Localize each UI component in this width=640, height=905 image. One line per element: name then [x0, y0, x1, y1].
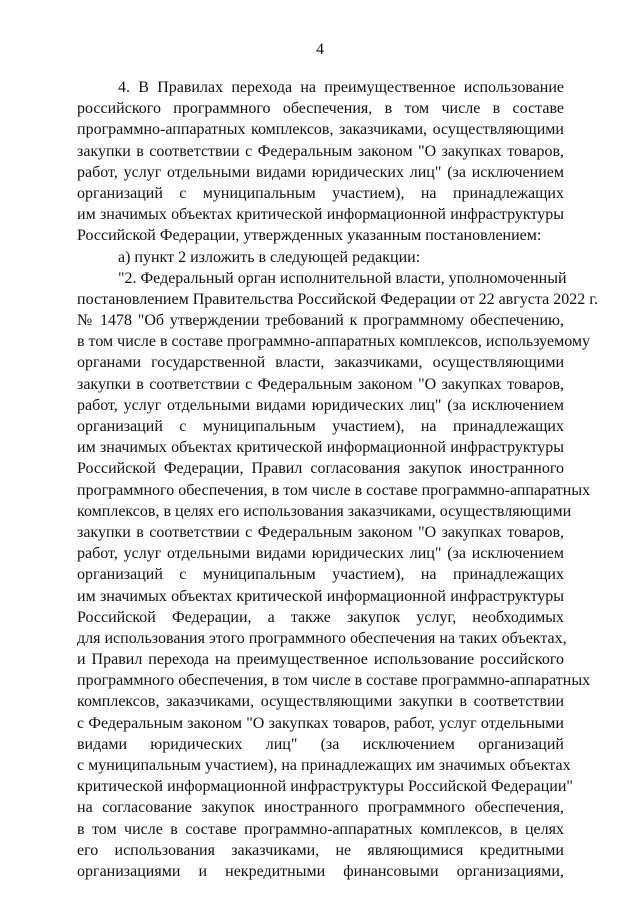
text-line: в том числе в составе программно-аппаратных комплексов, используемому: [77, 333, 591, 351]
document-body: [77, 77, 598, 882]
paragraph: [77, 268, 598, 882]
text-line: для использования этого программного обеспечения на таких объектах,: [77, 629, 567, 647]
text-line: программного обеспечения, в том числе в составе программно-аппаратных: [77, 672, 591, 690]
text-line: российского программного обеспечения, в том числе в составе: [77, 100, 564, 118]
text-line: 4. В Правилах перехода на преимущественное использование: [118, 79, 564, 96]
text-line: видами юридических лиц" (за исключением организаций: [77, 735, 564, 753]
text-line: закупки в соответствии с Федеральным законом "О закупках товаров,: [77, 523, 564, 541]
text-line: и Правил перехода на преимущественное использование российского: [77, 651, 564, 669]
text-line: комплексов, заказчиками, осуществляющими закупки в соответствии: [77, 693, 564, 711]
text-line: постановлением Правительства Российской Федерации от 22 августа 2022 г.: [77, 290, 598, 308]
text-line: "2. Федеральный орган исполнительной власти, уполномоченный: [118, 269, 567, 287]
text-line: Российской Федерации, утвержденных указанным постановлением:: [77, 227, 542, 245]
text-line: программного обеспечения, в том числе в составе программно-аппаратных: [77, 481, 591, 499]
text-line: организаций с муниципальным участием), на принадлежащих: [77, 418, 564, 435]
text-line: работ, услуг отдельными видами юридических лиц" (за исключением: [77, 396, 564, 414]
text-line: его использования заказчиками, не являющимися кредитными: [77, 841, 564, 859]
text-line: закупки в соответствии с Федеральным законом "О закупках товаров,: [77, 142, 564, 160]
text-line: комплексов, в целях его использования заказчиками, осуществляющими: [77, 502, 572, 520]
text-line: Российской Федерации, Правил согласования закупок иностранного: [77, 460, 564, 478]
text-line: работ, услуг отдельными видами юридических лиц" (за исключением: [77, 545, 564, 563]
text-line: с Федеральным законом "О закупках товаров, работ, услуг отдельными: [77, 714, 564, 732]
text-line: критической информационной инфраструктуры Российской Федерации": [77, 778, 573, 796]
text-line: работ, услуг отдельными видами юридических лиц" (за исключением: [77, 163, 564, 181]
text-line: закупки в соответствии с Федеральным законом "О закупках товаров,: [77, 375, 564, 393]
text-line: им значимых объектах критической информационной инфраструктуры: [77, 439, 564, 457]
text-line: № 1478 "Об утверждении требований к программному обеспечению,: [77, 312, 564, 330]
text-line: с муниципальным участием), на принадлежащих им значимых объектах: [77, 757, 571, 774]
text-line: на согласование закупок иностранного программного обеспечения,: [77, 799, 564, 817]
page-number: 4: [316, 41, 324, 58]
paragraph: [77, 247, 564, 268]
paragraph: [77, 77, 564, 247]
text-line: им значимых объектах критической информационной инфраструктуры: [77, 206, 564, 224]
text-line: организациями и некредитными финансовыми организациями,: [77, 862, 564, 880]
text-line: организаций с муниципальным участием), на принадлежащих: [77, 566, 564, 584]
text-line: Российской Федерации, а также закупок услуг, необходимых: [77, 608, 564, 626]
text-line: органами государственной власти, заказчиками, осуществляющими: [77, 354, 564, 372]
text-line: в том числе в составе программно-аппаратных комплексов, в целях: [77, 820, 564, 838]
text-line: а) пункт 2 изложить в следующей редакции:: [118, 248, 421, 266]
text-line: им значимых объектах критической информационной инфраструктуры: [77, 587, 564, 605]
text-line: организаций с муниципальным участием), на принадлежащих: [77, 184, 564, 202]
text-line: программно-аппаратных комплексов, заказчиками, осуществляющими: [77, 121, 564, 139]
